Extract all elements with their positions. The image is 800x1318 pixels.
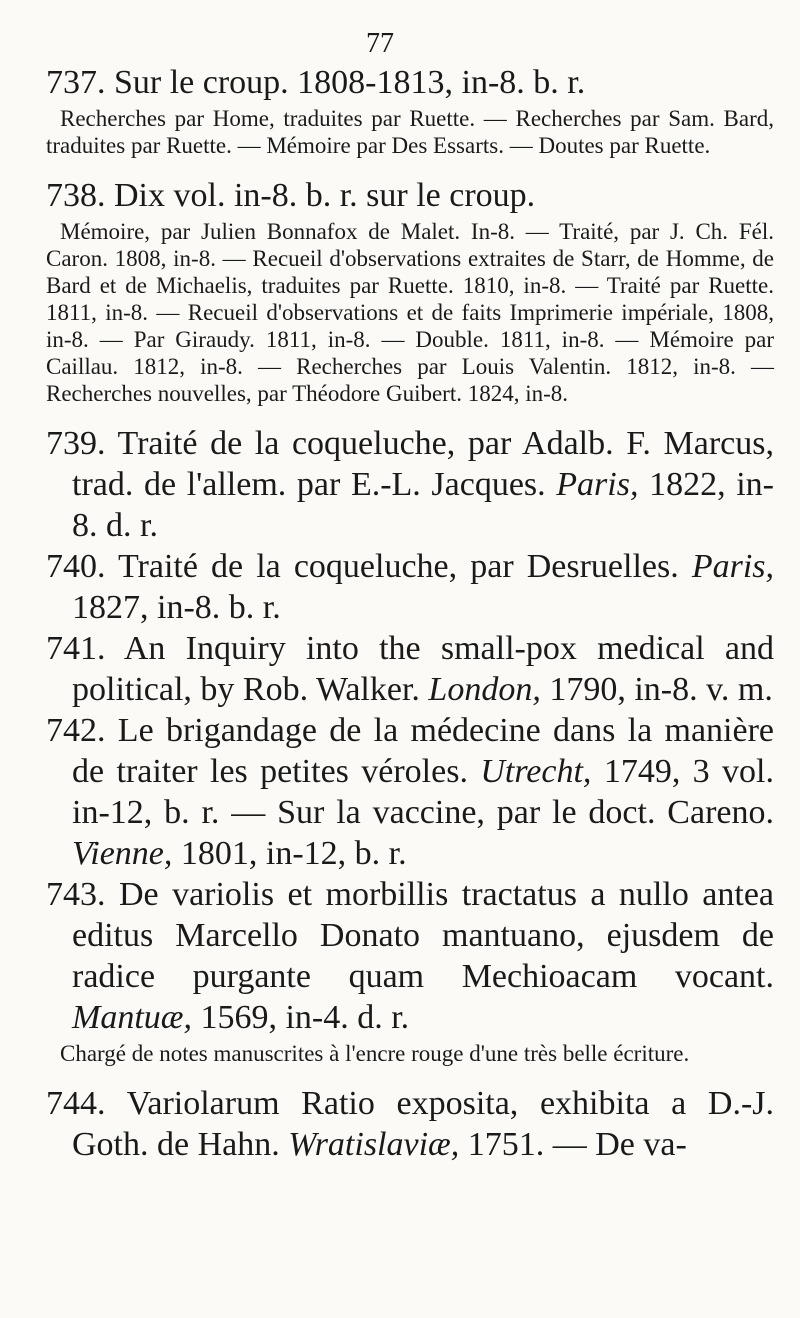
catalog-entry-744 <box>46 1083 774 1165</box>
entry-place: Paris, <box>556 466 639 503</box>
entry-heading <box>46 62 774 103</box>
entry-title: De variolis et morbillis tractatus a nullo antea editus Marcello Donato mantuano, ejusdem de radice purgante quam Mechioacam vocant. <box>72 876 774 995</box>
entry-place-secondary: Vienne, <box>72 835 173 872</box>
entry-number: 741. <box>46 630 106 667</box>
catalog-entry-737 <box>46 62 774 159</box>
entry-heading <box>46 175 774 216</box>
entry-title: Dix vol. in-8. b. r. sur le croup. <box>114 177 536 214</box>
catalog-entry-742 <box>46 710 774 874</box>
entry-title: Variolarum Ratio exposita, exhibita a D.-J. Goth. de Hahn. <box>72 1085 775 1163</box>
entry-note: Mémoire, par Julien Bonnafox de Malet. In-8. — Traité, par J. Ch. Fél. Caron. 1808, in-8. — Recueil d'observations extraites de Starr, de Homme, de Bard et de Michaelis, traduites par Ruette. 1810, in-8. — Traité par Ruette. 1811, in-8. — Recueil d'observations et de faits Imprimerie impériale, 1808, in-8. — Par Giraudy. 1811, in-8. — Double. 1811, in-8. — Mémoire par Caillau. 1812, in-8. — Recherches par Louis Valentin. 1812, in-8. — Recherches nouvelles, par Théodore Guibert. 1824, in-8. <box>46 219 774 406</box>
entry-number: 740. <box>46 548 106 585</box>
entry-number: 743. <box>46 876 106 913</box>
entry-imprint: 1749, 3 vol. in-12, b. r. — Sur la vaccine, par le doct. Careno. <box>72 753 775 831</box>
catalog-column <box>46 62 774 1165</box>
entry-title: Sur le croup. 1808-1813, in-8. b. r. <box>114 64 586 101</box>
entry-title: Traité de la coqueluche, par Desruelles. <box>117 548 679 585</box>
entry-place: Mantuæ, <box>72 999 192 1036</box>
entry-place: Wratislaviæ, <box>288 1126 460 1163</box>
catalog-entry-738 <box>46 175 774 407</box>
entry-imprint: 1827, in-8. b. r. <box>72 589 281 626</box>
entry-number: 742. <box>46 712 106 749</box>
entry-title: Le brigandage de la médecine dans la manière de traiter les petites véroles. <box>72 712 774 790</box>
entry-place: Utrecht, <box>480 753 592 790</box>
entry-heading <box>46 874 774 1038</box>
entry-number: 738. <box>46 177 106 214</box>
entry-heading <box>46 1083 774 1165</box>
catalog-entry-743 <box>46 874 774 1067</box>
page-number: 77 <box>366 28 394 59</box>
entry-note: Recherches par Home, traduites par Ruette. — Recherches par Sam. Bard, traduites par Ruette. — Mémoire par Des Essarts. — Doutes par Ruette. <box>46 106 774 158</box>
entry-imprint-secondary: 1801, in-12, b. r. <box>180 835 407 872</box>
entry-title: Traité de la coqueluche, par Adalb. F. Marcus, trad. de l'allem. par E.-L. Jacques. <box>72 425 774 503</box>
entry-number: 739. <box>46 425 106 462</box>
entry-heading <box>46 628 774 710</box>
entry-title: An Inquiry into the small-pox medical and political, by Rob. Walker. <box>72 630 774 708</box>
entry-imprint: 1822, in-8. d. r. <box>72 466 774 544</box>
entry-imprint: 1751. — De va- <box>467 1126 687 1163</box>
entry-heading <box>46 423 774 546</box>
entry-place: Paris, <box>691 548 775 585</box>
entry-imprint: 1790, in-8. v. m. <box>549 671 773 708</box>
entry-place: London, <box>428 671 541 708</box>
catalog-entry-739 <box>46 423 774 546</box>
entry-number: 744. <box>46 1085 106 1122</box>
entry-heading <box>46 546 774 628</box>
entry-note: Chargé de notes manuscrites à l'encre rouge d'une très belle écriture. <box>60 1041 690 1066</box>
entry-heading <box>46 710 774 874</box>
catalog-entry-740 <box>46 546 774 628</box>
entry-imprint: 1569, in-4. d. r. <box>200 999 410 1036</box>
catalog-entry-741 <box>46 628 774 710</box>
entry-number: 737. <box>46 64 106 101</box>
